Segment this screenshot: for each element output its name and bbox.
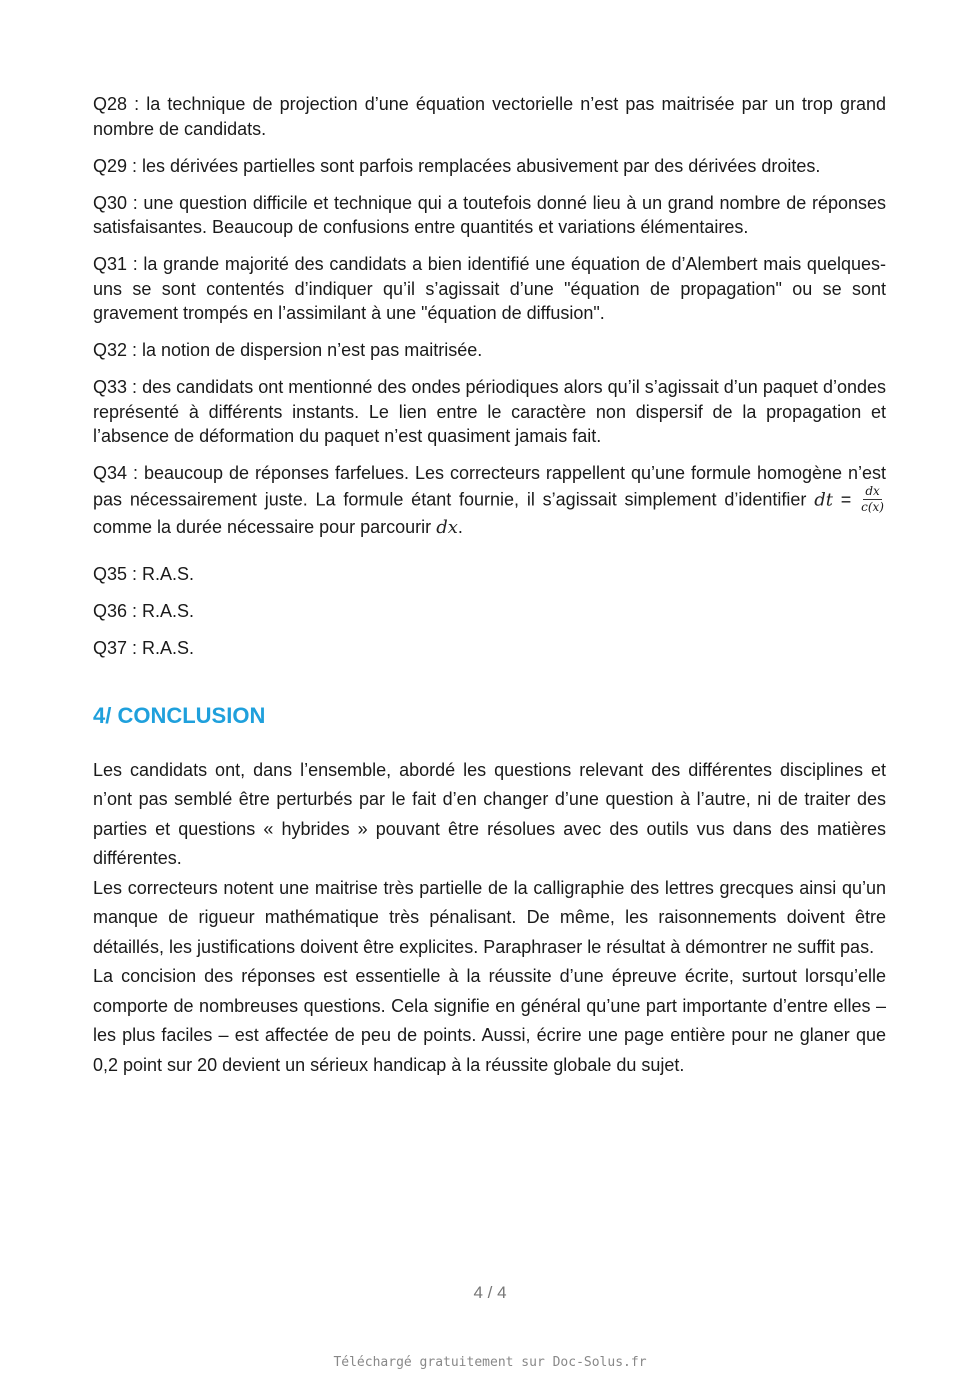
conclusion-paragraph-2: Les correcteurs notent une maitrise très partielle de la calligraphie des lettres grecques ainsi qu’un manque de rigueur mathématique très pénalisant. De même, les raisonnements doivent être détaillés, les justifications doivent être explicites. Paraphraser le résultat à démontrer ne suffit pas. [93, 877, 886, 957]
q34-period: . [457, 516, 463, 537]
equals-sign: = [840, 488, 852, 509]
q30-remark: Q30 : une question difficile et technique qui a toutefois donné lieu à un grand nombre de réponses satisfaisantes. Beaucoup de confusions entre quantités et variations élémentaires. [93, 192, 886, 237]
q31-remark: Q31 : la grande majorité des candidats a bien identifié une équation de d’Alembert mais quelques-uns se sont contentés d’indiquer qu’il s’agissait d’une "équation de propagation" ou se sont gravement trompés en l’assimilant à une "équation de diffusion". [93, 254, 886, 323]
fraction-numerator: dx [865, 483, 880, 498]
q36-remark: Q36 : R.A.S. [93, 601, 195, 621]
conclusion-body [93, 756, 886, 1081]
download-footer: Téléchargé gratuitement sur Doc-Solus.fr [333, 1355, 647, 1370]
math-dt: dt [814, 488, 833, 510]
q32-remark: Q32 : la notion de dispersion n’est pas maitrisée. [93, 340, 483, 360]
conclusion-paragraph-3: La concision des réponses est essentielle à la réussite d’une épreuve écrite, surtout lorsqu’elle comporte de nombreuses questions. Cela signifie en général qu’une part importante d’entre elles – les plus faciles – est affectée de peu de points. Aussi, écrire une page entière pour ne glaner que 0,2 point sur 20 devient un sérieux handicap à la réussite globale du sujet. [93, 966, 886, 1075]
q29-remark: Q29 : les dérivées partielles sont parfois remplacées abusivement par des dérivées droites. [93, 155, 821, 176]
q35-remark: Q35 : R.A.S. [93, 564, 195, 584]
q28-remark: Q28 : la technique de projection d’une équation vectorielle n’est pas maitrisée par un trop grand nombre de candidats. [93, 94, 886, 139]
conclusion-heading: 4/ CONCLUSION [93, 702, 266, 728]
math-dx: dx [436, 516, 458, 538]
conclusion-paragraph-1: Les candidats ont, dans l’ensemble, abordé les questions relevant des différentes disciplines et n’ont pas semblé être perturbés par le fait d’en changer d’une question à l’autre, ni de traiter des parties et questions « hybrides » pouvant être résolues avec des outils vus dans des matières différentes. [93, 759, 886, 868]
document-page [93, 92, 886, 1080]
fraction-denominator: c(x) [861, 499, 884, 514]
fraction-dx-over-cx [861, 485, 884, 514]
q33-remark: Q33 : des candidats ont mentionné des ondes périodiques alors qu’il s’agissait d’un paquet d’ondes représenté à différents instants. Le lien entre le caractère non dispersif de la propagation et l’absence de déformation du paquet n’est quasiment jamais fait. [93, 377, 886, 446]
q37-remark: Q37 : R.A.S. [93, 638, 195, 658]
q34-after: comme la durée nécessaire pour parcourir [93, 516, 432, 537]
q34-text: Q34 : beaucoup de réponses farfelues. Les correcteurs rappellent qu’une formule homogène n’est pas nécessairement juste. La formule étant fournie, il s’agissait simplement d’identifier [93, 463, 886, 509]
q34-remark [93, 461, 886, 540]
page-number: 4 / 4 [473, 1283, 507, 1302]
